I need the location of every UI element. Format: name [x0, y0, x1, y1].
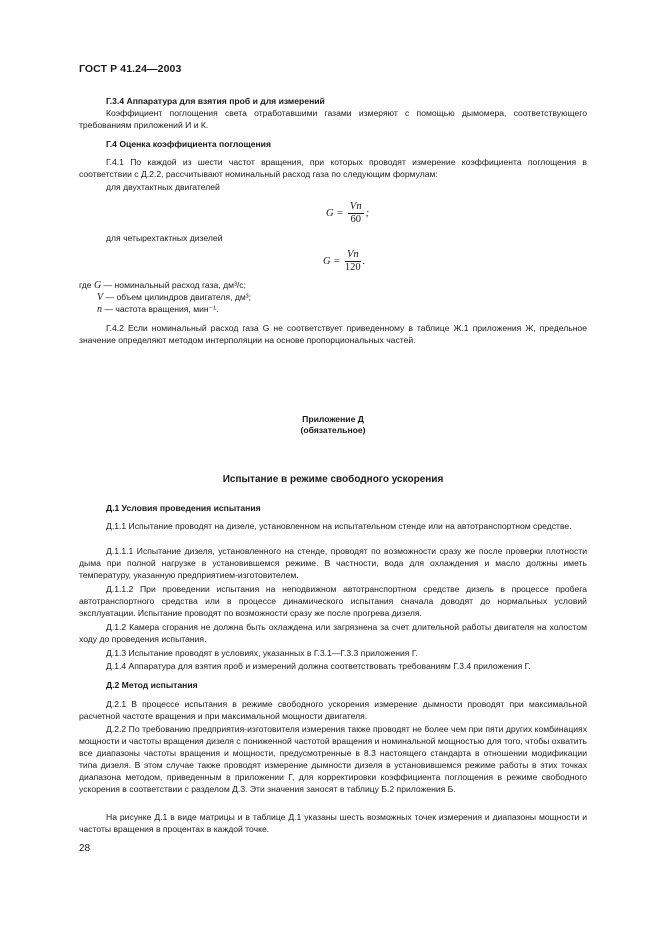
where-n-text: — частота вращения, мин⁻¹.: [102, 304, 219, 314]
where-g-text: — номинальный расход газа, дм³/с;: [101, 280, 246, 290]
where-line-n: [97, 303, 605, 316]
appendix-status: (обязательное): [300, 425, 366, 435]
formula-denominator: 60: [350, 214, 361, 225]
section-d1-heading: Д.1 Условия проведения испытания: [106, 503, 261, 513]
paragraph-d112: Д.1.1.2 При проведении испытания на неподвижном автотранспортном средстве дизель в процессе пробега автотранспортного средства или в процессе динамического испытания сначала доводят до нормальных условий эксплуатации. Испытание проводят по возможности сразу же после прогрева дизеля.: [79, 584, 587, 618]
paragraph-d14: Д.1.4 Аппаратура для взятия проб и измерений должна соответствовать требованиям Г.3.4 приложения Г.: [106, 661, 531, 671]
formula-four-stroke: [323, 249, 365, 274]
formula-numerator: Vn: [345, 249, 361, 262]
section-g4-heading: Г.4 Оценка коэффициента поглощения: [106, 139, 271, 149]
symbol-n: n: [97, 304, 102, 315]
four-stroke-label: для четырехтактных дизелей: [106, 233, 223, 243]
paragraph-d22: Д.2.2 По требованию предприятия-изготовителя измерения также проводят не более чем при пяти других комбинациях мощности и частоты вращения дизеля с пониженной частотой вращения и номинальной мощностью для того, чтобы охватить все диапазоны частоты вращения и мощности, предусмотренные в 8.3 настоящего стандарта в отношении модификации типа дизеля. В этом случае также проводят измерение дымности дизеля в установившемся режиме работы в этих точках диапазона методом, приведенным в приложении Г, для корректировки коэффициента поглощения в режиме свободного ускорения в соответствии с разделом Д.3. Эти значения заносят в таблицу Б.2 приложения Б.: [79, 724, 587, 794]
paragraph-d11: Д.1.1 Испытание проводят на дизеле, установленном на испытательном стенде или на автотранспортном средстве.: [106, 521, 572, 531]
page-number: 28: [79, 843, 91, 854]
formula-numerator: Vn: [349, 201, 362, 212]
formula-lhs: G =: [323, 255, 341, 267]
formula-fraction: [348, 201, 364, 226]
paragraph-d13: Д.1.3 Испытание проводят в условиях, указанных в Г.3.1—Г.3.3 приложения Г.: [106, 648, 418, 658]
formula-denominator: 120: [344, 262, 361, 273]
paragraph-g41: Г.4.1 По каждой из шести частот вращения, при которых проводят измерение коэффициента поглощения в соответствии с Д.2.2, рассчитывают номинальный расход газа по следующим формулам:: [79, 157, 587, 179]
symbol-v: V: [97, 292, 104, 303]
paragraph-d2-figure: На рисунке Д.1 в виде матрицы и в таблице Д.1 указаны шесть возможных точек измерения и диапазоны мощности и частоты вращения в процентах в каждой точке.: [79, 812, 587, 834]
formula-fraction: [345, 249, 361, 274]
two-stroke-label: для двухтактных двигателей: [106, 182, 220, 192]
section-g34-heading: Г.3.4 Аппаратура для взятия проб и для измерений: [106, 96, 325, 106]
section-g34-text: Коэффициент поглощения света отработавшими газами измеряют с помощью дымомера, соответствующего требованиям приложений И и К.: [79, 108, 587, 130]
where-v-text: — объем цилиндров двигателя, дм³;: [103, 292, 252, 302]
formula-lhs: G =: [326, 207, 344, 219]
formula-end: .: [362, 255, 366, 267]
paragraph-g42: Г.4.2 Если номинальный расход газа G не соответствует приведенному в таблице Ж.1 приложения Ж, предельное значение определяют методом интерполяции на основе пропорциональных частей.: [79, 323, 587, 345]
appendix-heading: Испытание в режиме свободного ускорения: [222, 474, 444, 485]
section-d2-heading: Д.2 Метод испытания: [106, 680, 198, 690]
where-prefix: где: [79, 280, 94, 290]
paragraph-d111: Д.1.1.1 Испытание дизеля, установленного на стенде, проводят по возможности сразу же после проверки плотности дыма при полной нагрузке в установившемся режиме. В частности, вода для охлаждения и масло должны иметь температуру, указанную предприятием-изготовителем.: [79, 546, 587, 580]
formula-two-stroke: [326, 201, 369, 226]
formula-end: ;: [365, 207, 370, 219]
symbol-g: G: [93, 280, 102, 291]
paragraph-d21: Д.2.1 В процессе испытания в режиме свободного ускорения измерение дымности проводят при максимальной расчетной частоте вращения и при максимальной мощности двигателя.: [79, 699, 587, 721]
standard-header: ГОСТ Р 41.24—2003: [79, 63, 182, 75]
appendix-title: Приложение Д: [302, 414, 364, 424]
paragraph-d12: Д.1.2 Камера сгорания не должна быть охлаждена или загрязнена за счет длительной работы двигателя на холостом ходу до проведения испытания.: [79, 622, 587, 644]
